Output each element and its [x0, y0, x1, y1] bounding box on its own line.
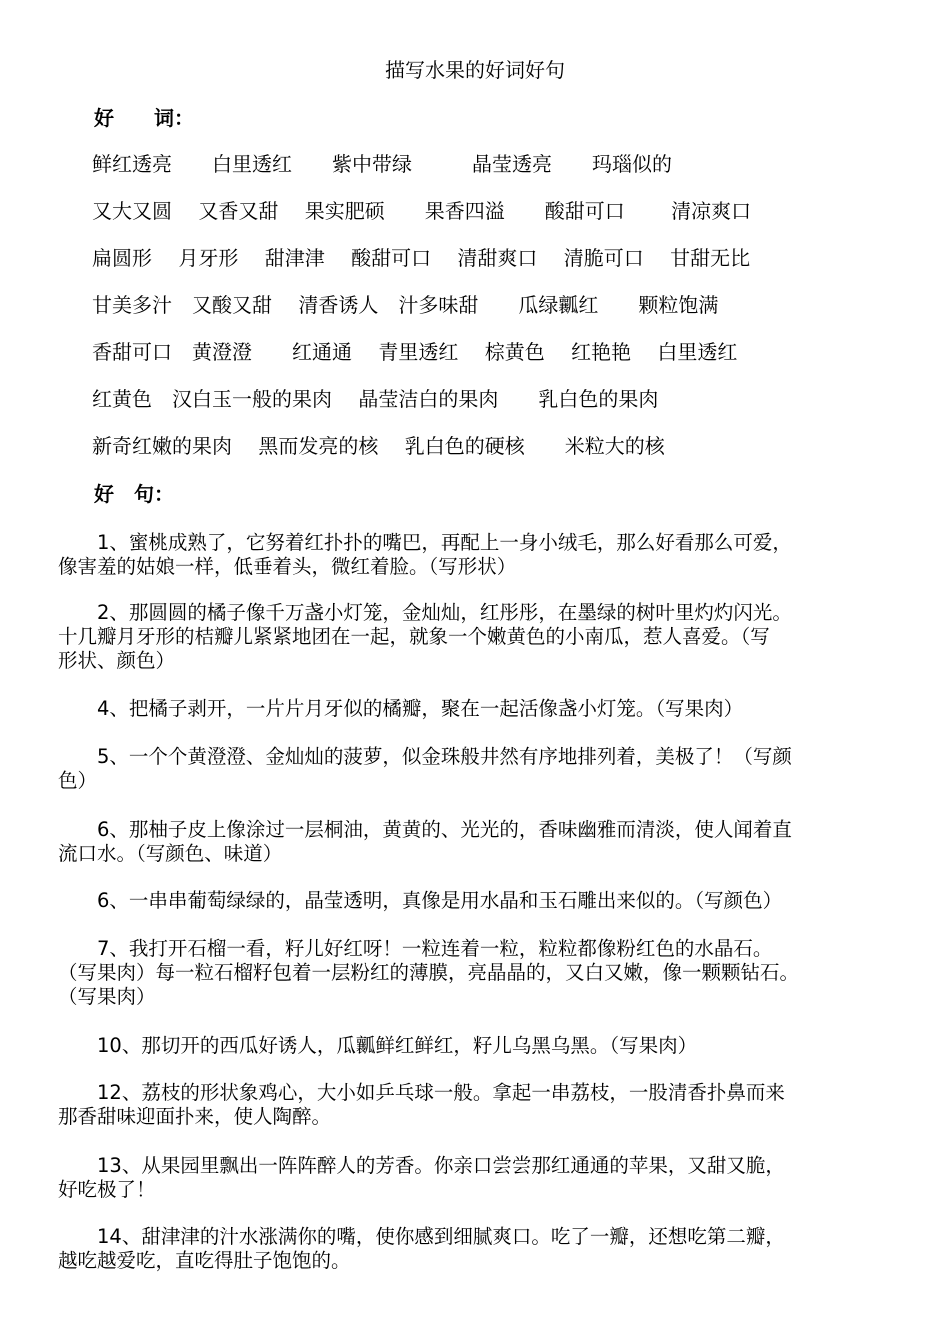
- good-words-row: 甘美多汁 又酸又甜 清香诱人 汁多味甜 瓜绿瓤红 颗粒饱满: [92, 293, 719, 317]
- good-sentences-heading: 好 句：: [94, 482, 174, 506]
- good-words-row: 新奇红嫩的果肉 黑而发亮的核 乳白色的硬核 米粒大的核: [92, 434, 665, 458]
- good-words-row: 又大又圆 又香又甜 果实肥硕 果香四溢 酸甜可口 清凉爽口: [92, 199, 752, 223]
- page-title: 描写水果的好词好句: [385, 58, 565, 82]
- sentence-paragraph: 13、从果园里飘出一阵阵醉人的芳香。你亲口尝尝那红通通的苹果，又甜又脆， 好吃极了！: [58, 1154, 785, 1201]
- sentence-paragraph: 6、那柚子皮上像涂过一层桐油，黄黄的、光光的，香味幽雅而清淡，使人闻着直 流口水。（写颜色、味道）: [58, 818, 792, 865]
- sentence-paragraph: 2、那圆圆的橘子像千万盏小灯笼，金灿灿，红彤彤，在墨绿的树叶里灼灼闪光。 十几瓣月牙形的桔瓣儿紧紧地团在一起，就象一个嫩黄色的小南瓜，惹人喜爱。（写 形状、颜色）: [58, 601, 792, 672]
- sentence-paragraph: 12、荔枝的形状象鸡心，大小如乒乓球一般。拿起一串荔枝，一股清香扑鼻而来 那香甜味迎面扑来，使人陶醉。: [58, 1081, 785, 1128]
- good-words-row: 红黄色 汉白玉一般的果肉 晶莹洁白的果肉 乳白色的果肉: [92, 387, 659, 411]
- good-words-row: 扁圆形 月牙形 甜津津 酸甜可口 清甜爽口 清脆可口 甘甜无比: [92, 246, 751, 270]
- sentence-paragraph: 1、蜜桃成熟了，它努着红扑扑的嘴巴，再配上一身小绒毛，那么好看那么可爱， 像害羞的姑娘一样，低垂着头，微红着脸。（写形状）: [58, 531, 792, 578]
- sentence-paragraph: 14、甜津津的汁水涨满你的嘴，使你感到细腻爽口。吃了一瓣，还想吃第二瓣， 越吃越爱吃，直吃得肚子饱饱的。: [58, 1225, 785, 1272]
- sentence-paragraph: 10、那切开的西瓜好诱人，瓜瓤鲜红鲜红，籽儿乌黑乌黑。（写果肉）: [58, 1034, 698, 1057]
- sentence-paragraph: 5、一个个黄澄澄、金灿灿的菠萝，似金珠般井然有序地排列着，美极了！（写颜 色）: [58, 745, 792, 792]
- good-words-row: 香甜可口 黄澄澄 红通通 青里透红 棕黄色 红艳艳 白里透红: [92, 340, 738, 364]
- sentence-paragraph: 6、一串串葡萄绿绿的，晶莹透明，真像是用水晶和玉石雕出来似的。（写颜色）: [58, 889, 783, 912]
- sentence-paragraph: 4、把橘子剥开，一片片月牙似的橘瓣，聚在一起活像盏小灯笼。（写果肉）: [58, 697, 744, 720]
- good-words-row: 鲜红透亮 白里透红 紫中带绿 晶莹透亮 玛瑙似的: [92, 152, 672, 176]
- good-words-heading: 好 词：: [94, 106, 194, 130]
- sentence-paragraph: 7、我打开石榴一看，籽儿好红呀！一粒连着一粒，粒粒都像粉红色的水晶石。 （写果肉）每一粒石榴籽包着一层粉红的薄膜，亮晶晶的，又白又嫩，像一颗颗钻石。 （写果肉）: [58, 937, 800, 1008]
